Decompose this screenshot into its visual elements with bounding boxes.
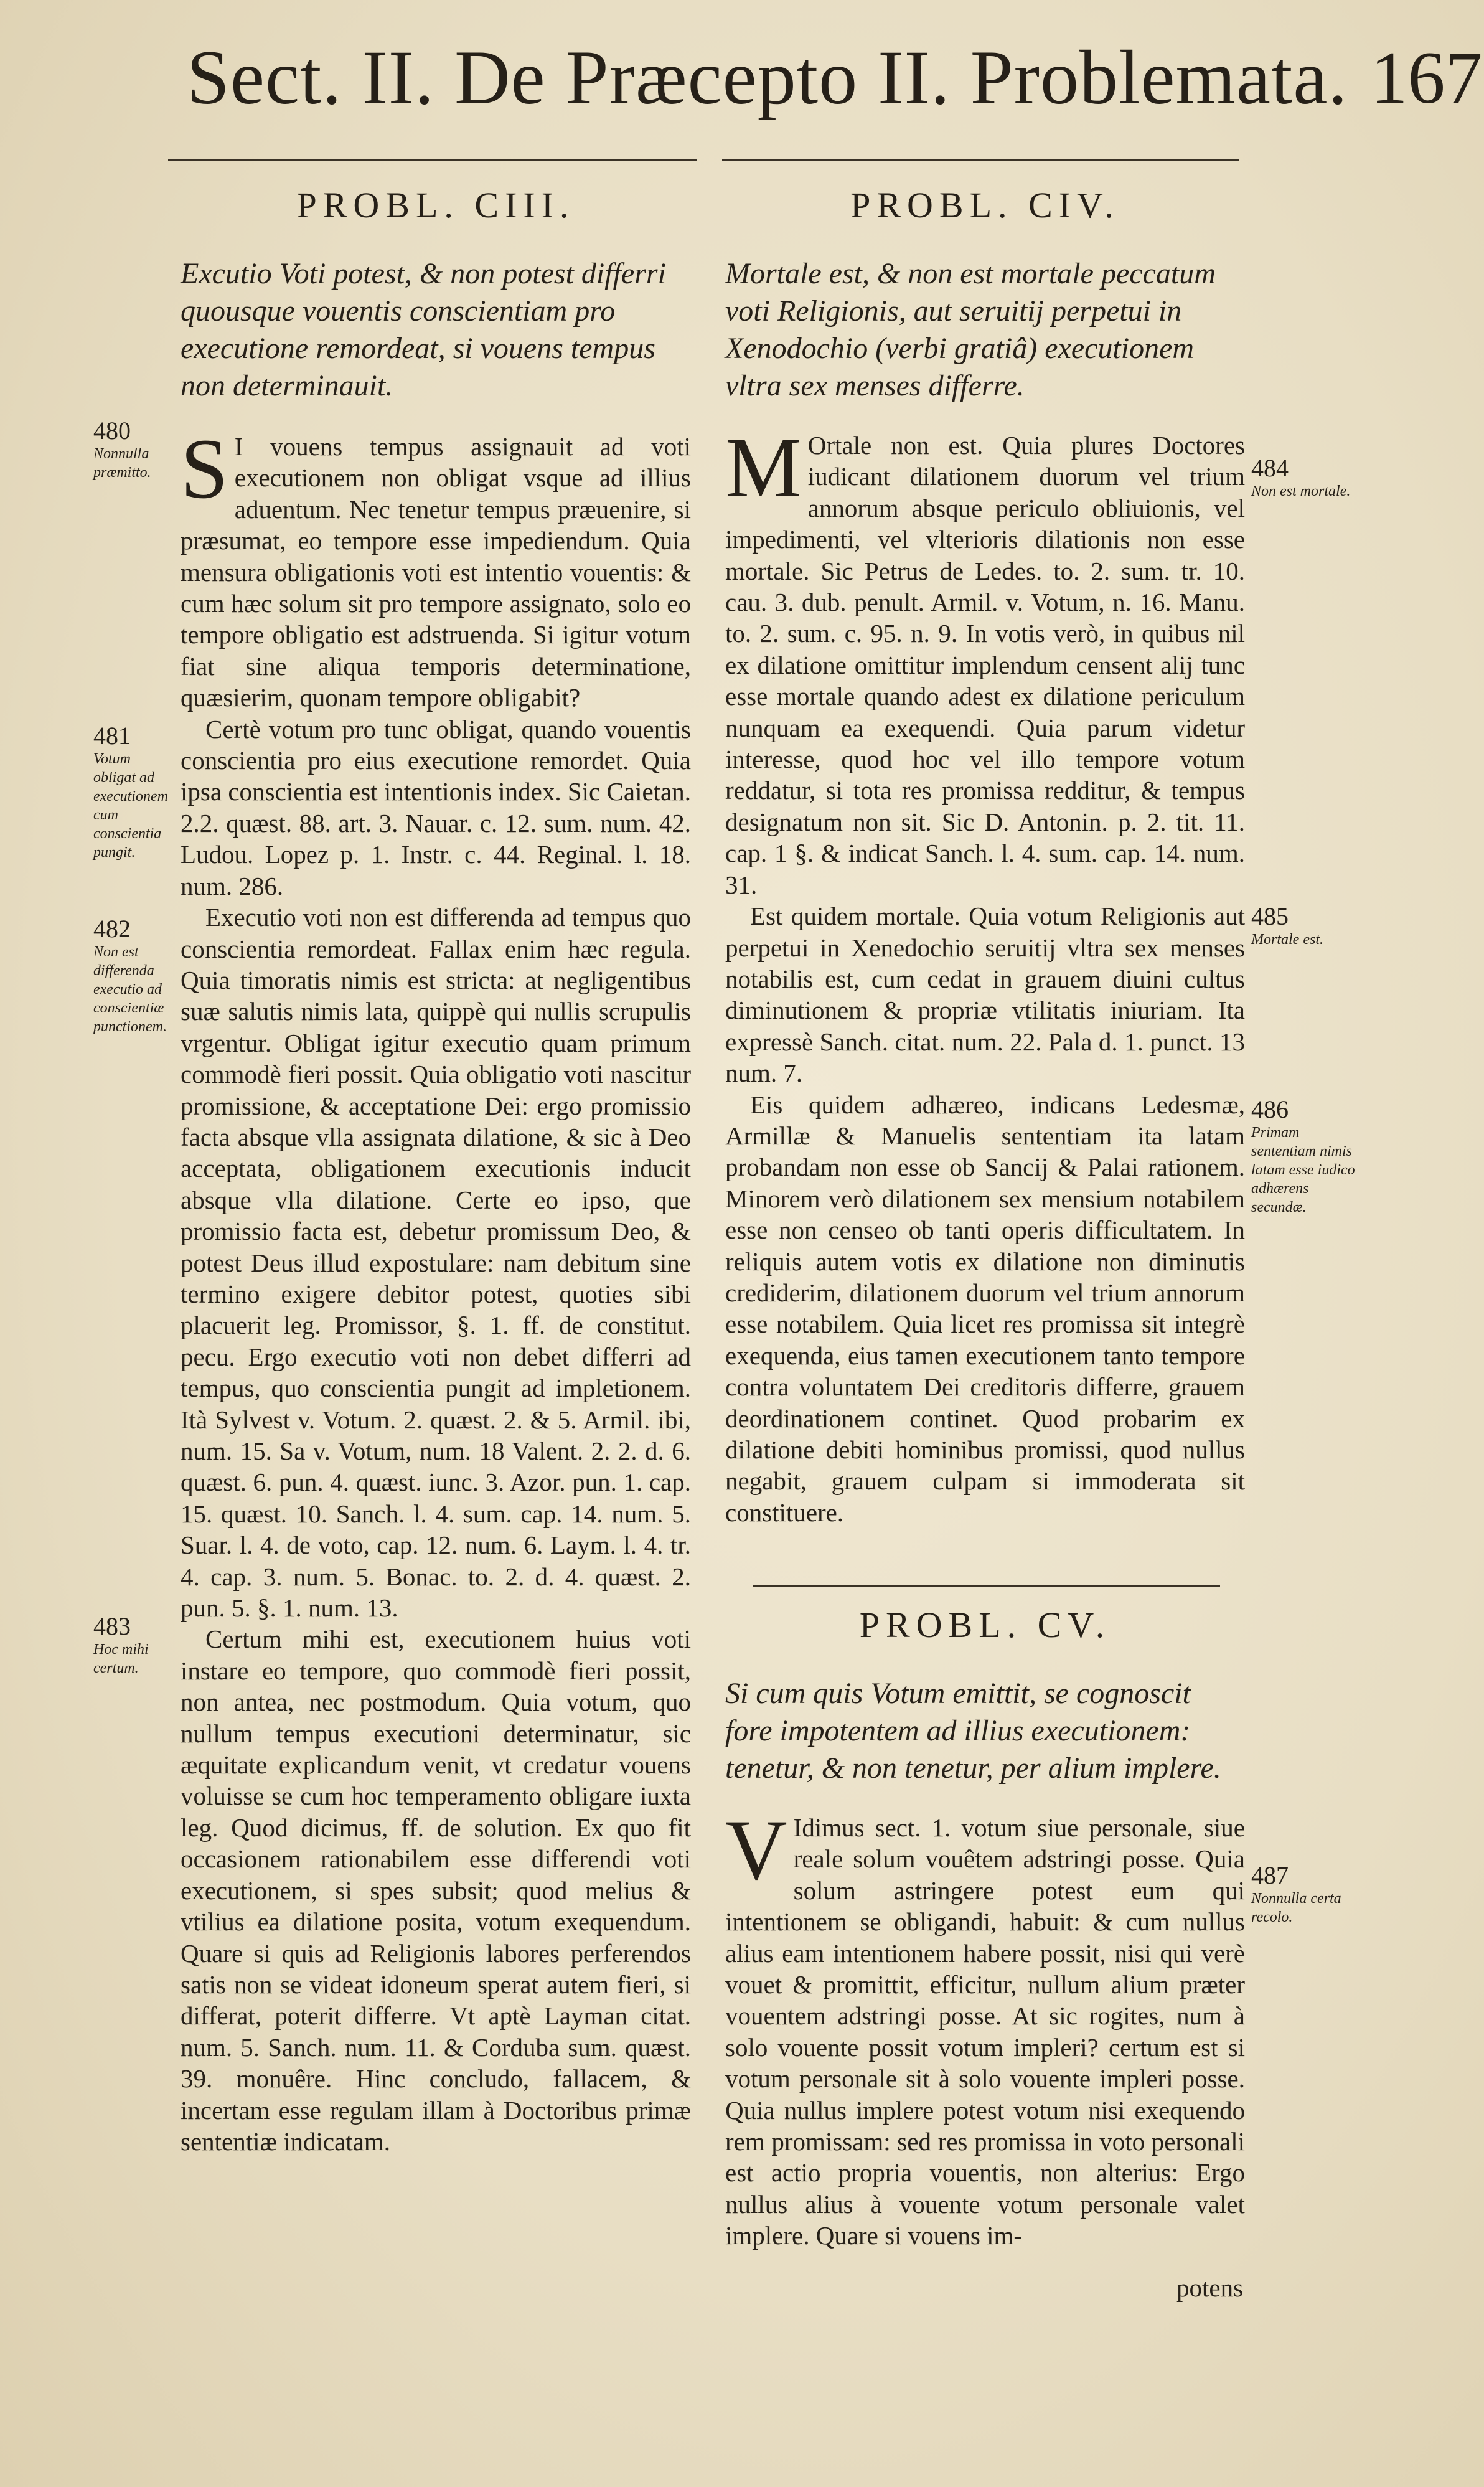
margin-note-483 [93,1613,174,1678]
margin-text: Votum obligat ad executionem cum conscientia pungit. [93,751,168,861]
drop-cap: S [181,421,228,516]
problem-body [725,1802,1245,2252]
paragraph: Certè votum pro tunc obligat, quando vouentis conscientia pro eius executione remordet. Quia ipsa conscientia est intentionis index. Sic Caietan. 2.2. quæst. 88. art. 3. Nauar. c. 12. sum. num. 42. Ludou. Lopez p. 1. Instr. c. 44. Reginal. l. 18. num. 286. [181,714,691,900]
paragraph [725,1802,1245,2252]
margin-text: Non est mortale. [1251,483,1351,499]
margin-number: 483 [93,1612,131,1640]
right-column [725,181,1245,1528]
margin-number: 485 [1251,902,1289,930]
margin-note-487 [1251,1862,1357,1927]
margin-number: 487 [1251,1861,1289,1889]
paragraph-text: Ortale non est. Quia plures Doctores iudicant dilationem duorum vel trium annorum absque periculo obliuionis, vel impedimenti, vel vlterioris dilationis non esse mortale. Sic Petrus de Ledes. to. 2. sum. tr. 10. cau. 3. dub. penult. Armil. v. Votum, n. 16. Manu. to. 2. sum. c. 95. n. 9. In votis verò, in quibus nil ex dilatione omittitur implendum censent alij tunc esse mortale quando adest ex dilatione periculum nunquam ea exequendi. Quia parum videtur interesse, quod hoc vel illo tempore votum reddatur, si tota res promissa redditur, & tempus designatum non sit. Sic D. Antonin. p. 2. tit. 11. cap. 1 §. & indicat Sanch. l. 4. sum. cap. 14. num. 31. [725,431,1245,899]
paragraph [725,420,1245,900]
paragraph: Executio voti non est differenda ad tempus quo conscientia remordeat. Fallax enim hæc regula. Quia timoratis nimis est stricta: at negligentibus suæ salutis nimis lata, quippè qui nullis scrupulis vrgentur. Obligat igitur executio quam primum commodè fieri possit. Quia obligatio voti nascitur promissione, & acceptatione Dei: ergo promissio facta absque vlla assignata dilatione, & sic à Deo acceptata, obligationem executionis inducit absque vlla dilatione. Certe eo ipso, que promissio facta est, debetur promissum Deo, & potest Deus illud expostulare: nam debitum sine termino exigere debitor potest, quoties sibi placuerit leg. Promissor, §. 1. ff. de constitut. pecu. Ergo executio voti non debet differri ad tempus, quo conscientia pungit ad impletionem. Ità Sylvest v. Votum. 2. quæst. 2. & 5. Armil. ibi, num. 15. Sa v. Votum, num. 18 Valent. 2. 2. d. 6. quæst. 6. pun. 4. quæst. iunc. 3. Azor. pun. 1. cap. 15. quæst. 10. Sanch. l. 4. sum. cap. 14. num. 5. Suar. l. 4. de voto, cap. 12. num. 6. Laym. l. 4. tr. 4. cap. 3. num. 5. Bonac. to. 2. d. 4. quæst. 2. pun. 5. §. 1. num. 13. [181,903,691,1623]
margin-text: Hoc mihi certum. [93,1641,149,1676]
page-number: 167 [1370,36,1483,119]
section-separator [753,1585,1220,1587]
header-rule-left [168,159,697,161]
margin-number: 486 [1251,1095,1289,1123]
margin-note-480 [93,417,177,482]
running-header [187,25,1483,131]
margin-note-486 [1251,1096,1357,1217]
right-column-lower [725,1600,1245,2252]
problem-body [181,421,691,2157]
margin-text: Mortale est. [1251,932,1323,948]
left-column [181,181,691,2157]
margin-text: Primam sententiam nimis latam esse iudico adhærens secundæ. [1251,1125,1355,1215]
paragraph-text: Idimus sect. 1. votum siue personale, siue reale solum vouêtem adstringi posse. Quia solum astringere potest eum qui intentionem se obligandi, habuit: & cum nullus alius eam intentionem habere possit, nisi qui verè vouet & promittit, efficitur, nullum alium præter vouentem adstringi posse. At sic rogites, num à solo vouente possit votum impleri? certum est si votum personale sit à solo vouente impleri posse. Quia nullus implere potest votum nisi exequendo rem promissam: sed res promissa in voto personali est actio propria vouentis, non alterius: Ergo nullus alius à vouente votum personale valet implere. Quare si vouens im- [725,1813,1245,2250]
problem-summary [725,1675,1245,1787]
margin-number: 484 [1251,454,1289,482]
problem-heading: PROBL. CV. [859,1605,1111,1645]
problem-heading: PROBL. CIII. [296,185,575,225]
drop-cap: M [725,420,802,515]
margin-note-484 [1251,455,1357,501]
margin-text: Non est differenda executio ad conscientiæ punctionem. [93,944,167,1035]
paragraph: Eis quidem adhæreo, indicans Ledesmæ, Armillæ & Manuelis sententiam ita latam probandam non esse ob Sancij & Palai rationem. Minorem verò dilationem sex mensium notabilem esse non censeo ob tanti operis difficultatem. In reliquis autem votis ex dilatione non diminutis crediderim, dilationem duorum vel trium annorum esse notabilem. Quia licet res promissa sit integrè exequenda, eius tamen executionem tanto tempore contra voluntatem Dei creditoris differre, grauem deordinationem continet. Quod probarim ex dilatione debiti hominibus promissi, quod nullus negabit, grauem culpam si immoderata sit constituere. [725,1090,1245,1527]
problem-summary [725,255,1245,405]
paragraph: Est quidem mortale. Quia votum Religionis aut perpetui in Xenedochio seruitij vltra sex menses notabilis est, cum cedat in grauem diuini cultus diminutionem & propriæ vtilitatis iniuriam. Ita expressè Sanch. citat. num. 22. Pala d. 1. punct. 13 num. 7. [725,902,1245,1088]
summary-text: Mortale est, & non est mortale peccatum voti Religionis, aut seruitij perpetui in Xenodochio (verbi gratiâ) executionem vltra sex menses differre. [725,257,1216,402]
margin-note-481 [93,722,174,862]
header-rule-right [722,159,1239,161]
margin-note-485 [1251,903,1357,949]
margin-note-482 [93,915,174,1036]
paragraph-text: I vouens tempus assignauit ad voti executionem non obligat vsque ad illius aduentum. Nec tenetur tempus præuenire, si præsumat, eo tempore esse impediendum. Quia mensura obligationis voti est intentio vouentis: & cum hæc solum sit pro tempore assignato, solo eo tempore obligatio est adstruenda. Si igitur votum fiat sine aliqua temporis determinatione, quæsierim, quonam tempore obligabit? [181,432,691,712]
margin-number: 481 [93,722,131,750]
summary-text: Excutio Voti potest, & non potest differri quousque vouentis conscientiam pro executione remordeat, si vouens tempus non determinauit. [181,257,666,402]
margin-number: 480 [93,417,131,445]
problem-heading: PROBL. CIV. [850,185,1120,225]
margin-number: 482 [93,915,131,943]
margin-text: Nonnulla certa recolo. [1251,1890,1341,1925]
margin-text: Nonnulla præmitto. [93,446,151,481]
problem-summary [181,255,691,405]
paragraph [181,421,691,714]
problem-body [725,420,1245,1528]
drop-cap: V [725,1802,787,1897]
summary-text: Si cum quis Votum emittit, se cognoscit fore impotentem ad illius executionem: tenetur, & non tenetur, per alium implere. [725,1677,1221,1785]
paragraph: Certum mihi est, executionem huius voti instare eo tempore, quo commodè fieri possit, non antea, nec postmodum. Quia votum, quo nullum tempus executioni determinatur, sic æquitate explicandum venit, vt credatur vouens voluisse se cum hoc temperamento obligare iuxta leg. Quod dicimus, ff. de solution. Ex quo fit occasionem rationabilem esse differendi voti executionem, si spes subsit; quod melius & vtilius ea dilatione posita, votum exequendum. Quare si quis ad Religionis labores perferendos satis non se videat idoneum sperat autem fieri, si differat, poterit differre. Vt aptè Layman citat. num. 5. Sanch. num. 11. & Corduba sum. quæst. 39. monuêre. Hinc concludo, fallacem, & incertam esse regulam illam à Doctoribus primæ sententiæ indicatam. [181,1625,691,2156]
header-title: Sect. II. De Præcepto II. Problemata. [187,35,1348,120]
catchword: potens [1176,2273,1244,2302]
